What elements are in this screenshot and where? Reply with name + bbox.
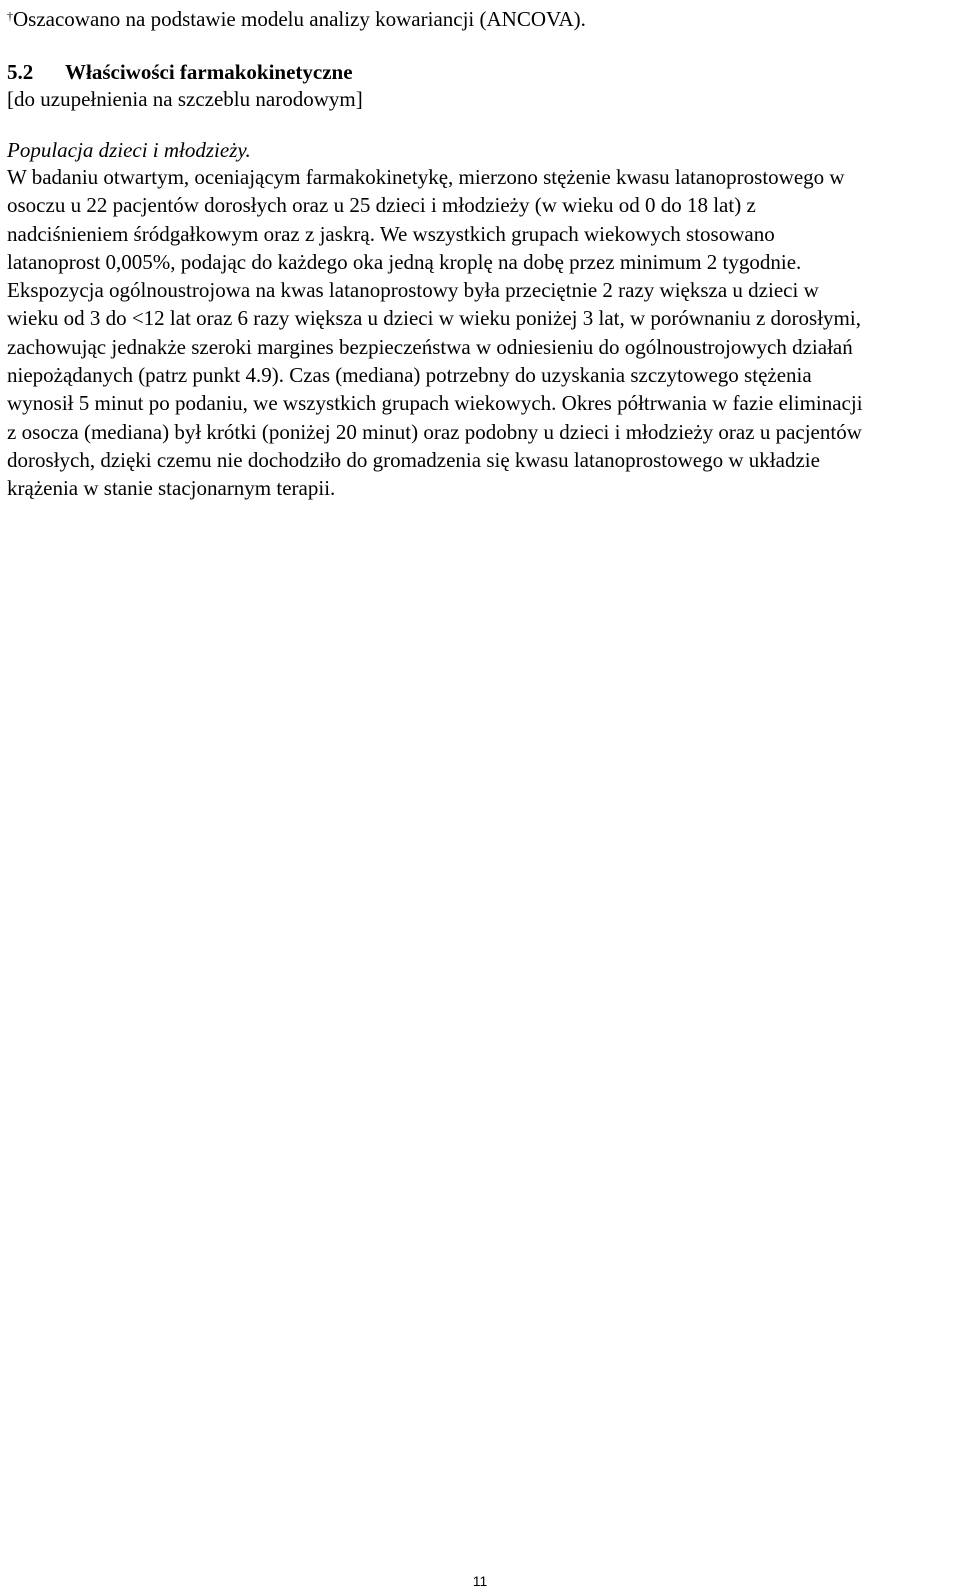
section-note: [do uzupełnienia na szczeblu narodowym] (7, 87, 363, 111)
paragraph-line: osoczu u 22 pacjentów dorosłych oraz u 25 dzieci i młodzieży (w wieku od 0 do 18 lat) z (7, 193, 756, 218)
paragraph-line: zachowując jednakże szeroki margines bezpieczeństwa w odniesieniu do ogólnoustrojowych działań (7, 334, 853, 359)
page-number: 11 (472, 1573, 488, 1589)
paragraph-line: dorosłych, dzięki czemu nie dochodziło do gromadzenia się kwasu latanoprostowego w układzie (7, 447, 820, 472)
section-title: Właściwości farmakokinetyczne (65, 60, 353, 84)
footnote (7, 6, 586, 32)
section-heading (7, 59, 353, 85)
subsection-title: Populacja dzieci i młodzieży. (7, 138, 251, 162)
paragraph-line: latanoprost 0,005%, podając do każdego oka jedną kroplę na dobę przez minimum 2 tygodnie. (7, 249, 802, 274)
paragraph-line: wieku od 3 do <12 lat oraz 6 razy większa u dzieci w wieku poniżej 3 lat, w porównaniu z dorosłymi, (7, 306, 861, 331)
paragraph-line: Ekspozycja ogólnoustrojowa na kwas latanoprostowy była przeciętnie 2 razy większa u dzieci w (7, 278, 819, 303)
paragraph-line: niepożądanych (patrz punkt 4.9). Czas (mediana) potrzebny do uzyskania szczytowego stężenia (7, 363, 812, 388)
section-number: 5.2 (7, 60, 34, 84)
paragraph-line: nadciśnieniem śródgałkowym oraz z jaskrą. We wszystkich grupach wiekowych stosowano (7, 221, 775, 246)
paragraph-line: wynosił 5 minut po podaniu, we wszystkich grupach wiekowych. Okres półtrwania w fazie eliminacji (7, 391, 863, 416)
paragraph-line: W badaniu otwartym, oceniającym farmakokinetykę, mierzono stężenie kwasu latanoprostowego w (7, 165, 845, 189)
paragraph-line: z osocza (mediana) był krótki (poniżej 20 minut) oraz podobny u dzieci i młodzieży oraz u pacjentów (7, 419, 862, 444)
footnote-marker: † (7, 9, 13, 23)
paragraph-line: krążenia w stanie stacjonarnym terapii. (7, 476, 336, 501)
footnote-text: Oszacowano na podstawie modelu analizy kowariancji (ANCOVA). (13, 7, 586, 31)
body-paragraph (7, 163, 953, 503)
